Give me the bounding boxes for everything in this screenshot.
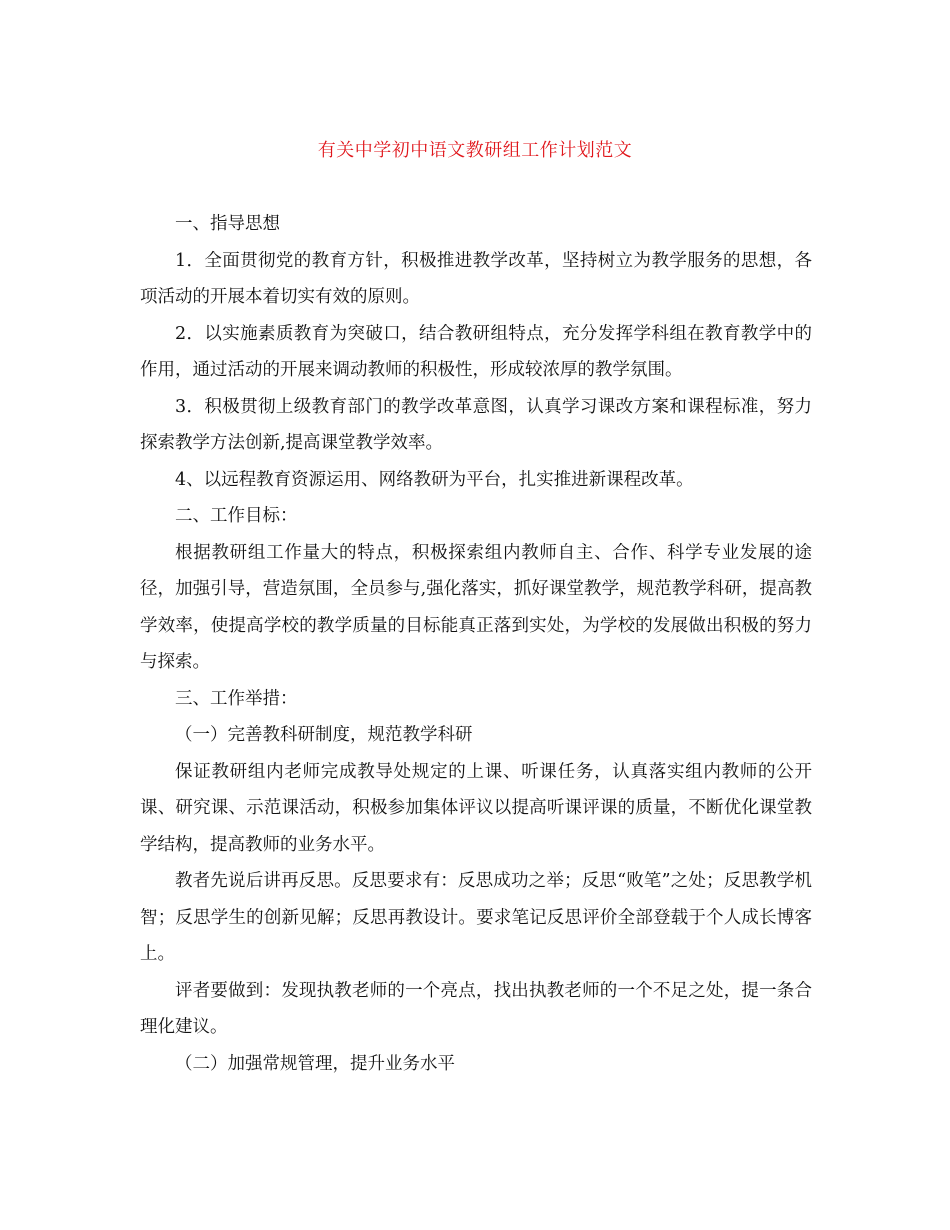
subsection-heading-1: （一）完善教科研制度，规范教学科研 [175, 725, 473, 745]
paragraph-item-2: 2．以实施素质教育为突破口，结合教研组特点，充分发挥学科组在教育教学中的作用，通过活动的开展来调动教师的积极性，形成较浓厚的教学氛围。 [140, 323, 812, 380]
paragraph-reflection: 教者先说后讲再反思。反思要求有：反思成功之举；反思“败笔”之处；反思教学机智；反思学生的创新见解；反思再教设计。要求笔记反思评价全部登载于个人成长博客上。 [140, 871, 812, 964]
paragraph-lessons: 保证教研组内老师完成教导处规定的上课、听课任务，认真落实组内教师的公开课、研究课、示范课活动，积极参加集体评议以提高听课评课的质量，不断优化课堂教学结构，提高教师的业务水平。 [140, 761, 812, 855]
section-heading-work-goals: 二、工作目标： [175, 506, 298, 526]
section-heading-guiding-thought: 一、指导思想 [175, 214, 280, 234]
section-heading-work-measures: 三、工作举措： [175, 688, 298, 709]
document-title: 有关中学初中语文教研组工作计划范文 [317, 140, 633, 161]
paragraph-item-4: 4、以远程教育资源运用、网络教研为平台，扎实推进新课程改革。 [175, 469, 694, 490]
paragraph-evaluation: 评者要做到：发现执教老师的一个亮点，找出执教老师的一个不足之处，提一条合理化建议。 [140, 980, 812, 1037]
paragraph-item-3: 3．积极贯彻上级教育部门的教学改革意图，认真学习课改方案和课程标准，努力探索教学方法创新,提高课堂教学效率。 [140, 396, 812, 453]
document-body [140, 206, 812, 1082]
paragraph-work-goals: 根据教研组工作量大的特点，积极探索组内教师自主、合作、科学专业发展的途径，加强引导，营造氛围，全员参与,强化落实，抓好课堂教学，规范教学科研，提高教学效率，使提高学校的教学质量的目标能真正落到实处，为学校的发展做出积极的努力与探索。 [140, 542, 812, 672]
subsection-heading-2: （二）加强常规管理，提升业务水平 [175, 1053, 455, 1074]
paragraph-item-1: 1．全面贯彻党的教育方针，积极推进教学改革，坚持树立为教学服务的思想，各项活动的开展本着切实有效的原则。 [140, 250, 812, 307]
